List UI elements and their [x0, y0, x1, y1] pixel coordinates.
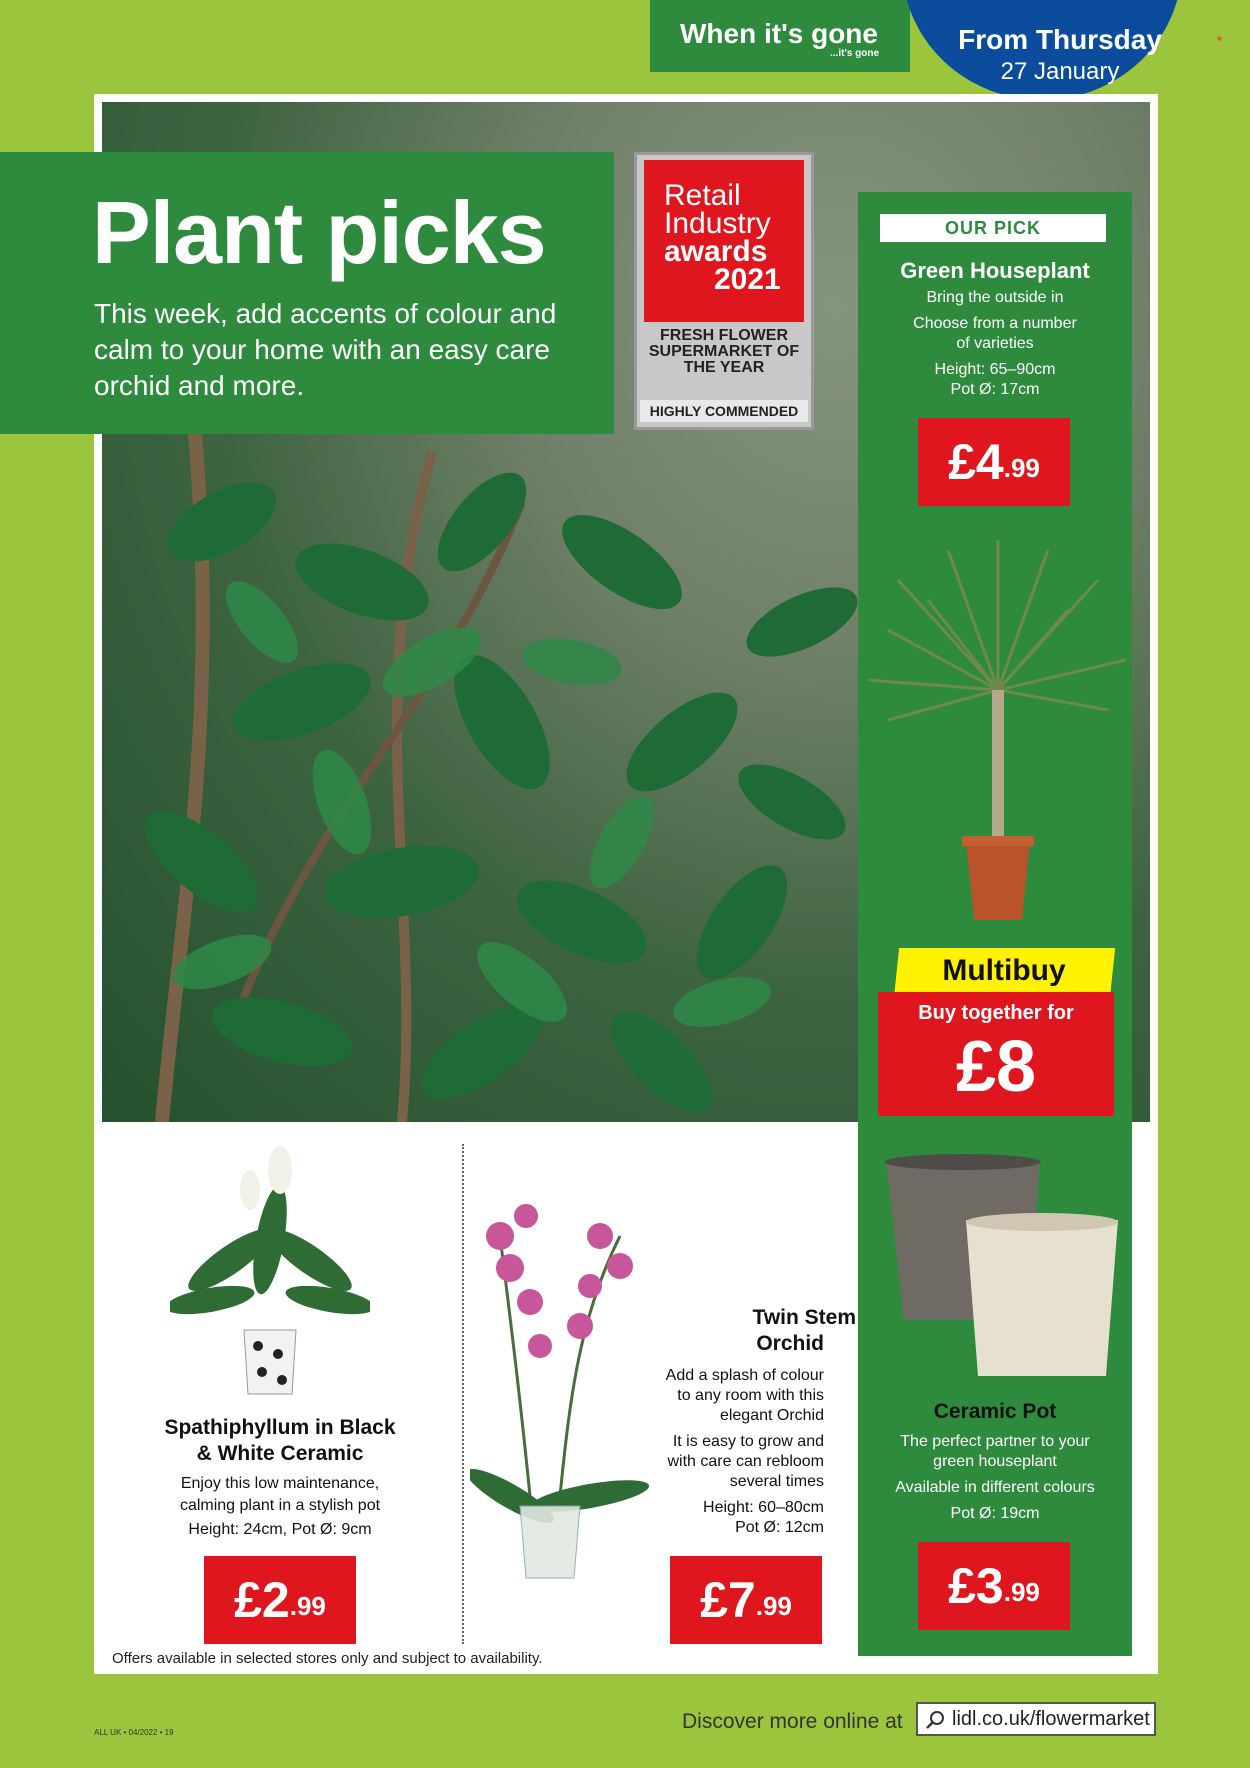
spathiphyllum-price-pence: .99: [289, 1591, 326, 1621]
date-weekday: From Thursday: [958, 24, 1162, 55]
page-intro: This week, add accents of colour and calm to your home with an easy care orchid and more.: [94, 298, 557, 401]
orchid-title-2: Orchid: [756, 1332, 824, 1355]
orchid-line-4: It is easy to grow and: [672, 1433, 824, 1450]
award-year: 2021: [714, 263, 781, 296]
spathiphyllum-illustration: [170, 1140, 370, 1400]
our-pick-badge: OUR PICK: [880, 214, 1106, 242]
ceramic-pot-line-2: green houseplant: [933, 1453, 1057, 1470]
date-day: 27 January: [1000, 58, 1120, 85]
when-its-gone-subtext: ...it's gone: [830, 48, 880, 59]
page-code: ALL UK • 04/2022 • 19: [94, 1728, 174, 1737]
green-houseplant-tagline: Bring the outside in: [926, 289, 1064, 306]
orchid-title-1: Twin Stem: [752, 1306, 856, 1329]
orchid-pot: Pot Ø: 12cm: [735, 1519, 824, 1536]
ceramic-pot-price-main: £3: [948, 1558, 1004, 1614]
green-houseplant-price-main: £4: [948, 434, 1004, 490]
green-houseplant-price: [918, 418, 1070, 506]
ceramic-pot-title: Ceramic Pot: [933, 1400, 1057, 1423]
orchid-line-3: elegant Orchid: [719, 1407, 824, 1424]
multibuy-caption: Buy together for: [918, 1002, 1074, 1024]
green-houseplant-choose-2: of varieties: [956, 335, 1034, 352]
orchid-line-6: several times: [729, 1473, 824, 1490]
ceramic-pot-size: Pot Ø: 19cm: [950, 1505, 1040, 1522]
green-houseplant-title: Green Houseplant: [900, 258, 1090, 283]
orchid-line-1: Add a splash of colour: [665, 1367, 824, 1384]
green-houseplant-height: Height: 65–90cm: [934, 361, 1056, 378]
ceramic-pot-price-pence: .99: [1003, 1577, 1040, 1607]
ceramic-pots-illustration: [880, 1150, 1120, 1390]
search-icon: [924, 1709, 946, 1731]
orchid-line-2: to any room with this: [677, 1387, 824, 1404]
spathiphyllum-title-2: & White Ceramic: [196, 1442, 364, 1465]
spathiphyllum-line-1: Enjoy this low maintenance,: [180, 1475, 380, 1492]
logo-dots-icon: ■: [1217, 34, 1222, 43]
page-title: Plant picks: [92, 183, 546, 282]
spathiphyllum-line-2: calming plant in a stylish pot: [179, 1497, 381, 1514]
spathiphyllum-title-1: Spathiphyllum in Black: [164, 1416, 396, 1439]
orchid-price-main: £7: [700, 1572, 756, 1628]
award-line-1: Retail: [664, 179, 741, 212]
website-url-link[interactable]: lidl.co.uk/flowermarket: [952, 1708, 1150, 1730]
green-houseplant-price-pence: .99: [1003, 453, 1040, 483]
product-divider: [462, 1144, 464, 1644]
orchid-line-5: with care can rebloom: [667, 1453, 824, 1470]
ceramic-pot-line-3: Available in different colours: [895, 1479, 1095, 1496]
multibuy-price: £8: [955, 1027, 1037, 1107]
orchid-price: [670, 1556, 822, 1644]
award-line-2: Industry: [664, 207, 771, 240]
award-status: HIGHLY COMMENDED: [640, 400, 808, 422]
availability-disclaimer: Offers available in selected stores only and subject to availability.: [112, 1650, 543, 1667]
multibuy-label: Multibuy: [942, 954, 1066, 987]
orchid-height: Height: 60–80cm: [703, 1499, 824, 1516]
award-line-3: awards: [664, 235, 768, 268]
spathiphyllum-price: [204, 1556, 356, 1644]
orchid-price-pence: .99: [755, 1591, 792, 1621]
ceramic-pot-line-1: The perfect partner to your: [900, 1433, 1090, 1450]
dracaena-plant-illustration: [858, 540, 1132, 930]
green-houseplant-pot: Pot Ø: 17cm: [950, 381, 1040, 398]
award-category: FRESH FLOWER SUPERMARKET OF THE YEAR: [648, 327, 800, 376]
when-its-gone-text: When it's gone: [680, 18, 878, 49]
spathiphyllum-size: Height: 24cm, Pot Ø: 9cm: [188, 1521, 372, 1538]
ceramic-pot-price: [918, 1542, 1070, 1630]
spathiphyllum-price-main: £2: [234, 1572, 290, 1628]
green-houseplant-choose-1: Choose from a number: [913, 315, 1077, 332]
discover-more-text: Discover more online at: [682, 1710, 903, 1733]
